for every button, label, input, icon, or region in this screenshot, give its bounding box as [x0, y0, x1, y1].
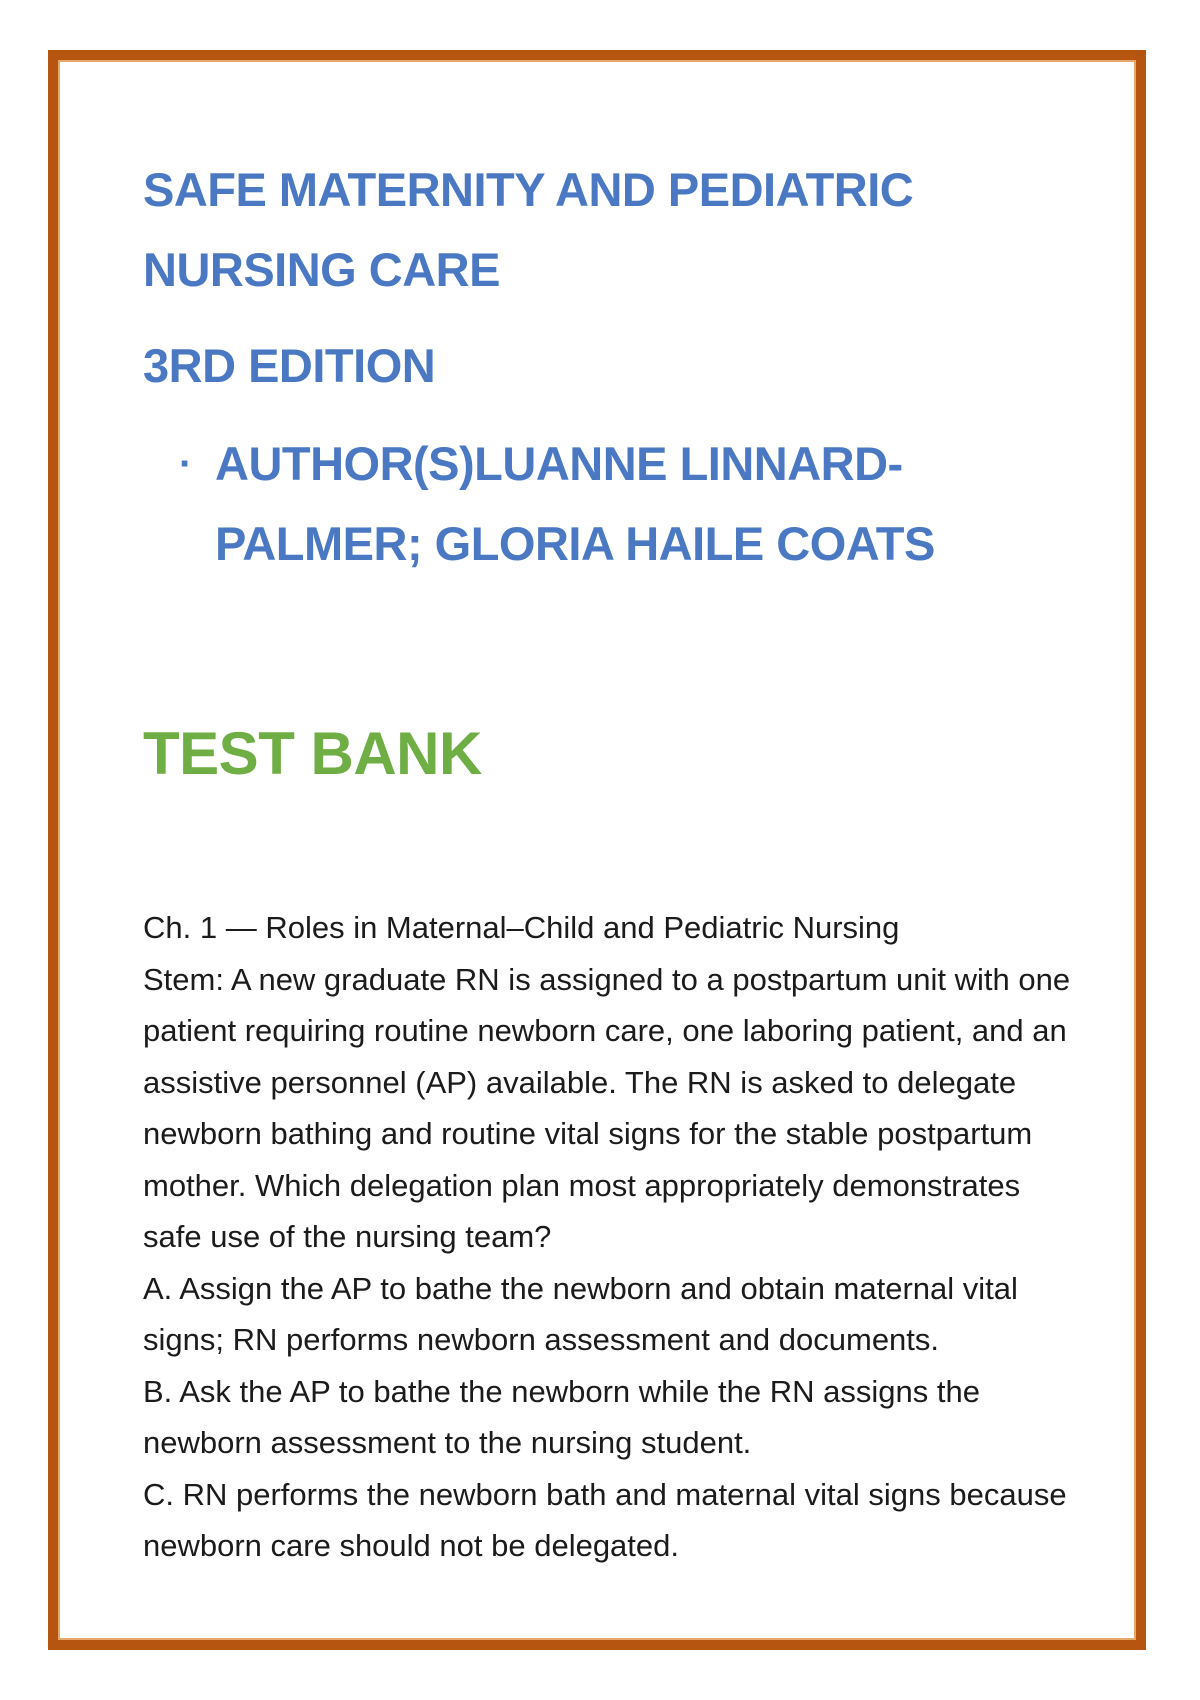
authors-text: AUTHOR(S)LUANNE LINNARD-PALMER; GLORIA HAILE COATS: [215, 437, 935, 570]
answer-option-c: C. RN performs the newborn bath and maternal vital signs because newborn care should not be delegated.: [143, 1476, 1067, 1563]
bullet-dot-icon: ·: [179, 442, 192, 486]
section-heading: TEST BANK: [143, 720, 482, 787]
chapter-heading: Ch. 1 — Roles in Maternal–Child and Pediatric Nursing: [143, 910, 900, 945]
question-stem: Stem: A new graduate RN is assigned to a postpartum unit with one patient requiring routine newborn care, one laboring patient, and an assistive personnel (AP) available. The RN is asked to delegate newborn bathing and routine vital signs for the stable postpartum mother. Which delegation plan most appropriately demonstrates safe use of the nursing team?: [143, 961, 1071, 1254]
document-content: [143, 150, 1093, 1572]
answer-option-a: A. Assign the AP to bathe the newborn and obtain maternal vital signs; RN performs newborn assessment and documents.: [143, 1270, 1018, 1357]
author-list: [143, 424, 1093, 584]
edition-label: 3RD EDITION: [143, 339, 436, 392]
question-block: [143, 902, 1073, 1572]
author-list-item: [143, 424, 1075, 584]
answer-option-b: B. Ask the AP to bathe the newborn while the RN assigns the newborn assessment to the nursing student.: [143, 1373, 980, 1460]
book-title: SAFE MATERNITY AND PEDIATRIC NURSING CARE: [143, 163, 914, 296]
